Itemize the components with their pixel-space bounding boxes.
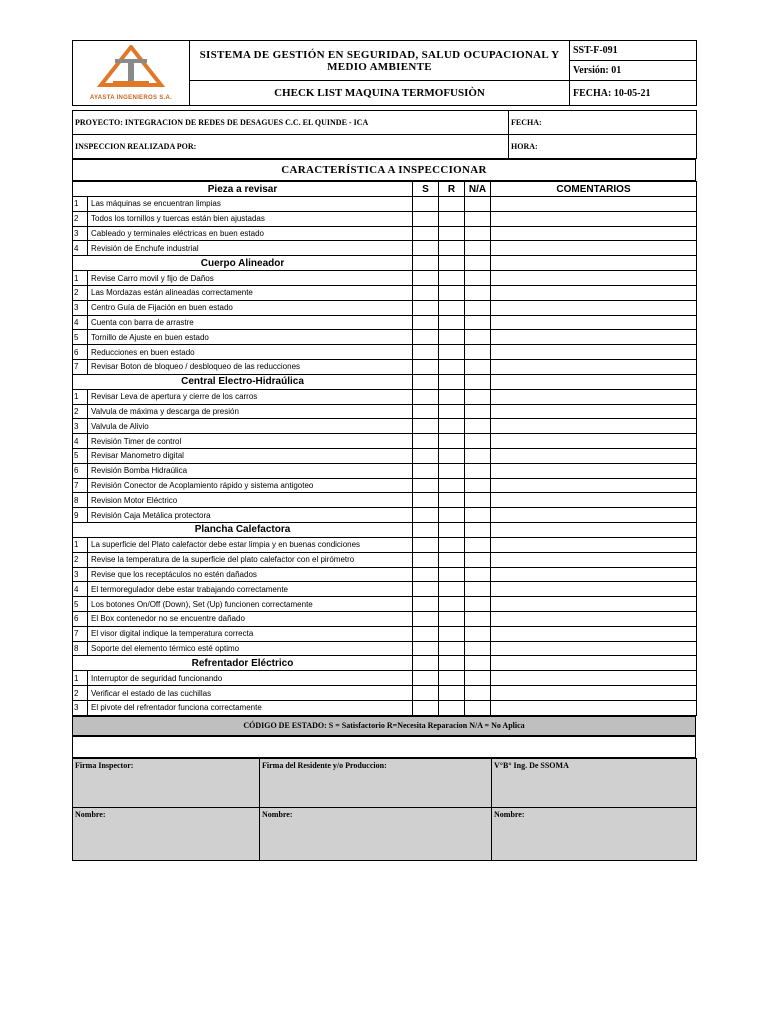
item-description: El termoregulador debe estar trabajando correctamente [88,582,413,597]
status-na-cell[interactable] [465,537,491,552]
status-s-cell[interactable] [413,330,439,345]
table-row [73,448,697,463]
item-description: Las máquinas se encuentran limpias [88,197,413,212]
comment-cell[interactable] [491,463,697,478]
status-s-cell[interactable] [413,478,439,493]
status-s-cell[interactable] [413,271,439,286]
status-r-cell[interactable] [439,330,465,345]
status-na-cell[interactable] [465,626,491,641]
item-description: Valvula de máxima y descarga de presión [88,404,413,419]
status-na-cell[interactable] [465,686,491,701]
status-s-cell[interactable] [413,493,439,508]
item-number: 5 [73,330,88,345]
checklist-title: CHECK LIST MAQUINA TERMOFUSIÒN [190,81,570,106]
item-number: 2 [73,552,88,567]
section-header-row [73,522,697,537]
section-title: Cuerpo Alineador [73,256,413,271]
status-r-cell[interactable] [439,508,465,523]
status-r-cell[interactable] [439,463,465,478]
status-r-cell[interactable] [439,597,465,612]
status-r-cell[interactable] [439,700,465,715]
status-s-cell[interactable] [413,434,439,449]
table-row [73,197,697,212]
status-r-cell[interactable] [439,537,465,552]
inspector-field[interactable]: INSPECCION REALIZADA POR: [73,135,509,159]
status-s-cell[interactable] [413,226,439,241]
status-r-cell[interactable] [439,641,465,656]
form-version: Versión: 01 [570,61,697,81]
vb-ssoma[interactable]: V°B° Ing. De SSOMA [492,758,697,807]
status-na-cell[interactable] [465,478,491,493]
system-title: SISTEMA DE GESTIÓN EN SEGURIDAD, SALUD OCUPACIONAL Y MEDIO AMBIENTE [190,41,570,81]
status-s-cell[interactable] [413,241,439,256]
table-row [73,508,697,523]
status-s-cell[interactable] [413,552,439,567]
table-row [73,300,697,315]
table-row [73,389,697,404]
comment-cell[interactable] [491,508,697,523]
status-r-cell[interactable] [439,211,465,226]
codigo-estado-text: CÓDIGO DE ESTADO: S = Satisfactorio R=Necesita Reparacion N/A = No Aplica [73,716,696,735]
status-s-cell[interactable] [413,404,439,419]
status-s-cell[interactable] [413,567,439,582]
item-description: Revisión de Enchufe industrial [88,241,413,256]
item-description: Valvula de Alivio [88,419,413,434]
item-number: 2 [73,686,88,701]
status-r-cell[interactable] [439,552,465,567]
item-description: Revise Carro movil y fijo de Daños [88,271,413,286]
item-description: Revisar Leva de apertura y cierre de los carros [88,389,413,404]
table-row [73,493,697,508]
form-code: SST-F-091 [570,41,697,61]
table-row [73,626,697,641]
item-number: 5 [73,448,88,463]
status-s-cell[interactable] [413,700,439,715]
comment-cell[interactable] [491,700,697,715]
status-s-cell[interactable] [413,686,439,701]
item-number: 3 [73,567,88,582]
status-na-cell[interactable] [465,330,491,345]
status-r-cell[interactable] [439,611,465,626]
status-r-cell[interactable] [439,567,465,582]
comment-cell[interactable] [491,419,697,434]
section-empty-cell [465,656,491,671]
status-r-cell[interactable] [439,300,465,315]
table-row [73,315,697,330]
nombre-inspector[interactable]: Nombre: [73,807,260,860]
item-number: 6 [73,611,88,626]
table-row [73,641,697,656]
status-s-cell[interactable] [413,582,439,597]
table-row [73,611,697,626]
comment-cell[interactable] [491,641,697,656]
table-row [73,478,697,493]
status-s-cell[interactable] [413,641,439,656]
section-empty-cell [491,256,697,271]
item-number: 7 [73,478,88,493]
table-row [73,463,697,478]
item-description: Todos los tornillos y tuercas están bien ajustadas [88,211,413,226]
section-empty-cell [465,374,491,389]
status-na-cell[interactable] [465,226,491,241]
section-title: Central Electro-Hidraúlica [73,374,413,389]
table-row [73,211,697,226]
comment-cell[interactable] [491,345,697,360]
company-logo-icon [91,45,171,89]
status-r-cell[interactable] [439,315,465,330]
column-comentarios: COMENTARIOS [491,182,697,197]
status-s-cell[interactable] [413,671,439,686]
section-empty-cell [439,522,465,537]
section-empty-cell [465,256,491,271]
comment-cell[interactable] [491,404,697,419]
item-number: 8 [73,493,88,508]
status-s-cell[interactable] [413,211,439,226]
comment-cell[interactable] [491,315,697,330]
status-na-cell[interactable] [465,463,491,478]
item-description: Revisar Boton de bloqueo / desbloqueo de las reducciones [88,359,413,374]
status-r-cell[interactable] [439,404,465,419]
status-r-cell[interactable] [439,493,465,508]
item-description: Verificar el estado de las cuchillas [88,686,413,701]
status-s-cell[interactable] [413,345,439,360]
status-r-cell[interactable] [439,626,465,641]
column-s: S [413,182,439,197]
status-s-cell[interactable] [413,197,439,212]
status-na-cell[interactable] [465,389,491,404]
item-description: Revisión Bomba Hidraúlica [88,463,413,478]
column-header-row [73,182,697,197]
status-na-cell[interactable] [465,552,491,567]
blank-row [72,736,696,758]
caracteristica-header [72,159,696,181]
status-s-cell[interactable] [413,611,439,626]
column-pieza: Pieza a revisar [73,182,413,197]
comment-cell[interactable] [491,686,697,701]
status-na-cell[interactable] [465,419,491,434]
document-header [72,40,697,106]
status-na-cell[interactable] [465,508,491,523]
item-number: 1 [73,197,88,212]
project-info [72,110,697,159]
table-row [73,552,697,567]
item-description: Revisar Manometro digital [88,448,413,463]
status-na-cell[interactable] [465,315,491,330]
table-row [73,330,697,345]
inspection-table [72,181,697,716]
section-empty-cell [413,522,439,537]
comment-cell[interactable] [491,330,697,345]
comment-cell[interactable] [491,448,697,463]
table-row [73,597,697,612]
column-na: N/A [465,182,491,197]
status-s-cell[interactable] [413,597,439,612]
section-empty-cell [413,656,439,671]
status-r-cell[interactable] [439,478,465,493]
status-na-cell[interactable] [465,197,491,212]
item-number: 1 [73,537,88,552]
status-na-cell[interactable] [465,271,491,286]
status-r-cell[interactable] [439,389,465,404]
section-title: Refrentador Eléctrico [73,656,413,671]
status-s-cell[interactable] [413,419,439,434]
table-row [73,686,697,701]
codigo-estado-band [72,716,696,736]
section-empty-cell [413,256,439,271]
section-title: Plancha Calefactora [73,522,413,537]
table-row [73,419,697,434]
status-s-cell[interactable] [413,537,439,552]
item-description: Los botones On/Off (Down), Set (Up) funcionen correctamente [88,597,413,612]
comment-cell[interactable] [491,626,697,641]
item-number: 4 [73,582,88,597]
status-r-cell[interactable] [439,448,465,463]
inspection-table-body [73,182,697,716]
status-na-cell[interactable] [465,671,491,686]
item-description: Reducciones en buen estado [88,345,413,360]
table-row [73,404,697,419]
status-s-cell[interactable] [413,626,439,641]
item-number: 3 [73,419,88,434]
status-r-cell[interactable] [439,582,465,597]
section-empty-cell [491,522,697,537]
status-na-cell[interactable] [465,567,491,582]
section-empty-cell [413,374,439,389]
status-na-cell[interactable] [465,448,491,463]
form-date: FECHA: 10-05-21 [570,81,697,106]
status-s-cell[interactable] [413,448,439,463]
comment-cell[interactable] [491,285,697,300]
status-s-cell[interactable] [413,463,439,478]
hora-field[interactable]: HORA: [509,135,697,159]
comment-cell[interactable] [491,211,697,226]
comment-cell[interactable] [491,552,697,567]
status-s-cell[interactable] [413,389,439,404]
table-row [73,226,697,241]
item-description: El pivote del refrentador funciona correctamente [88,700,413,715]
item-description: La superficie del Plato calefactor debe estar limpia y en buenas condiciones [88,537,413,552]
item-description: Centro Guía de Fijación en buen estado [88,300,413,315]
comment-cell[interactable] [491,567,697,582]
item-number: 6 [73,345,88,360]
item-description: Cuenta con barra de arrastre [88,315,413,330]
item-number: 9 [73,508,88,523]
section-header-row [73,374,697,389]
column-r: R [439,182,465,197]
item-number: 5 [73,597,88,612]
comment-cell[interactable] [491,300,697,315]
comment-cell[interactable] [491,241,697,256]
project-field: PROYECTO: INTEGRACION DE REDES DE DESAGUES C.C. EL QUINDE - ICA [73,111,509,135]
item-number: 7 [73,359,88,374]
item-description: El visor digital indique la temperatura correcta [88,626,413,641]
status-r-cell[interactable] [439,226,465,241]
status-s-cell[interactable] [413,300,439,315]
table-row [73,241,697,256]
section-empty-cell [465,522,491,537]
item-description: Tornillo de Ajuste en buen estado [88,330,413,345]
comment-cell[interactable] [491,434,697,449]
comment-cell[interactable] [491,493,697,508]
section-empty-cell [439,656,465,671]
item-number: 7 [73,626,88,641]
checklist-document [72,40,696,861]
comment-cell[interactable] [491,226,697,241]
item-number: 3 [73,700,88,715]
comment-cell[interactable] [491,582,697,597]
table-row [73,582,697,597]
status-na-cell[interactable] [465,285,491,300]
item-description: Revise la temperatura de la superficie del plato calefactor con el pirómetro [88,552,413,567]
item-description: Soporte del elemento térmico esté optimo [88,641,413,656]
item-description: Revise que los receptáculos no estén dañados [88,567,413,582]
status-r-cell[interactable] [439,686,465,701]
status-s-cell[interactable] [413,315,439,330]
table-row [73,537,697,552]
table-row [73,700,697,715]
nombre-residente[interactable]: Nombre: [260,807,492,860]
status-s-cell[interactable] [413,359,439,374]
item-number: 1 [73,389,88,404]
status-na-cell[interactable] [465,611,491,626]
status-r-cell[interactable] [439,345,465,360]
status-r-cell[interactable] [439,271,465,286]
item-number: 8 [73,641,88,656]
status-na-cell[interactable] [465,345,491,360]
signature-block [72,758,697,861]
item-number: 2 [73,404,88,419]
item-description: Revisión Timer de control [88,434,413,449]
section-header-row [73,656,697,671]
table-row [73,434,697,449]
comment-cell[interactable] [491,671,697,686]
status-na-cell[interactable] [465,211,491,226]
caracteristica-title: CARACTERÍSTICA A INSPECCIONAR [73,160,696,181]
comment-cell[interactable] [491,537,697,552]
blank-cell [73,736,696,757]
section-header-row [73,256,697,271]
item-number: 2 [73,285,88,300]
status-na-cell[interactable] [465,359,491,374]
status-na-cell[interactable] [465,582,491,597]
item-description: Revisión Conector de Acoplamiento rápido y sistema antigoteo [88,478,413,493]
status-r-cell[interactable] [439,671,465,686]
company-name: AYASTA INGENIEROS S.A. [89,95,173,101]
fecha-field[interactable]: FECHA: [509,111,697,135]
status-r-cell[interactable] [439,197,465,212]
item-number: 6 [73,463,88,478]
item-description: Cableado y terminales eléctricas en buen estado [88,226,413,241]
status-r-cell[interactable] [439,241,465,256]
section-empty-cell [491,656,697,671]
nombre-ssoma[interactable]: Nombre: [492,807,697,860]
table-row [73,285,697,300]
comment-cell[interactable] [491,197,697,212]
status-r-cell[interactable] [439,419,465,434]
comment-cell[interactable] [491,611,697,626]
item-description: Las Mordazas están alineadas correctamente [88,285,413,300]
section-empty-cell [439,256,465,271]
table-row [73,359,697,374]
firma-inspector[interactable]: Firma Inspector: [73,758,260,807]
status-r-cell[interactable] [439,359,465,374]
table-row [73,671,697,686]
table-row [73,567,697,582]
comment-cell[interactable] [491,271,697,286]
company-logo [73,41,190,106]
status-s-cell[interactable] [413,285,439,300]
status-na-cell[interactable] [465,597,491,612]
item-number: 4 [73,315,88,330]
table-row [73,345,697,360]
item-number: 3 [73,226,88,241]
item-number: 1 [73,671,88,686]
comment-cell[interactable] [491,389,697,404]
item-description: Revisión Caja Metálica protectora [88,508,413,523]
table-row [73,271,697,286]
status-r-cell[interactable] [439,285,465,300]
item-number: 3 [73,300,88,315]
item-description: Revision Motor Eléctrico [88,493,413,508]
status-r-cell[interactable] [439,434,465,449]
status-na-cell[interactable] [465,493,491,508]
comment-cell[interactable] [491,359,697,374]
section-empty-cell [439,374,465,389]
item-number: 4 [73,434,88,449]
item-description: Interruptor de seguridad funcionando [88,671,413,686]
item-number: 4 [73,241,88,256]
status-na-cell[interactable] [465,300,491,315]
item-description: El Box contenedor no se encuentre dañado [88,611,413,626]
firma-residente[interactable]: Firma del Residente y/o Produccion: [260,758,492,807]
status-na-cell[interactable] [465,434,491,449]
status-na-cell[interactable] [465,641,491,656]
status-na-cell[interactable] [465,404,491,419]
item-number: 1 [73,271,88,286]
status-na-cell[interactable] [465,241,491,256]
status-s-cell[interactable] [413,508,439,523]
comment-cell[interactable] [491,597,697,612]
item-number: 2 [73,211,88,226]
comment-cell[interactable] [491,478,697,493]
section-empty-cell [491,374,697,389]
status-na-cell[interactable] [465,700,491,715]
